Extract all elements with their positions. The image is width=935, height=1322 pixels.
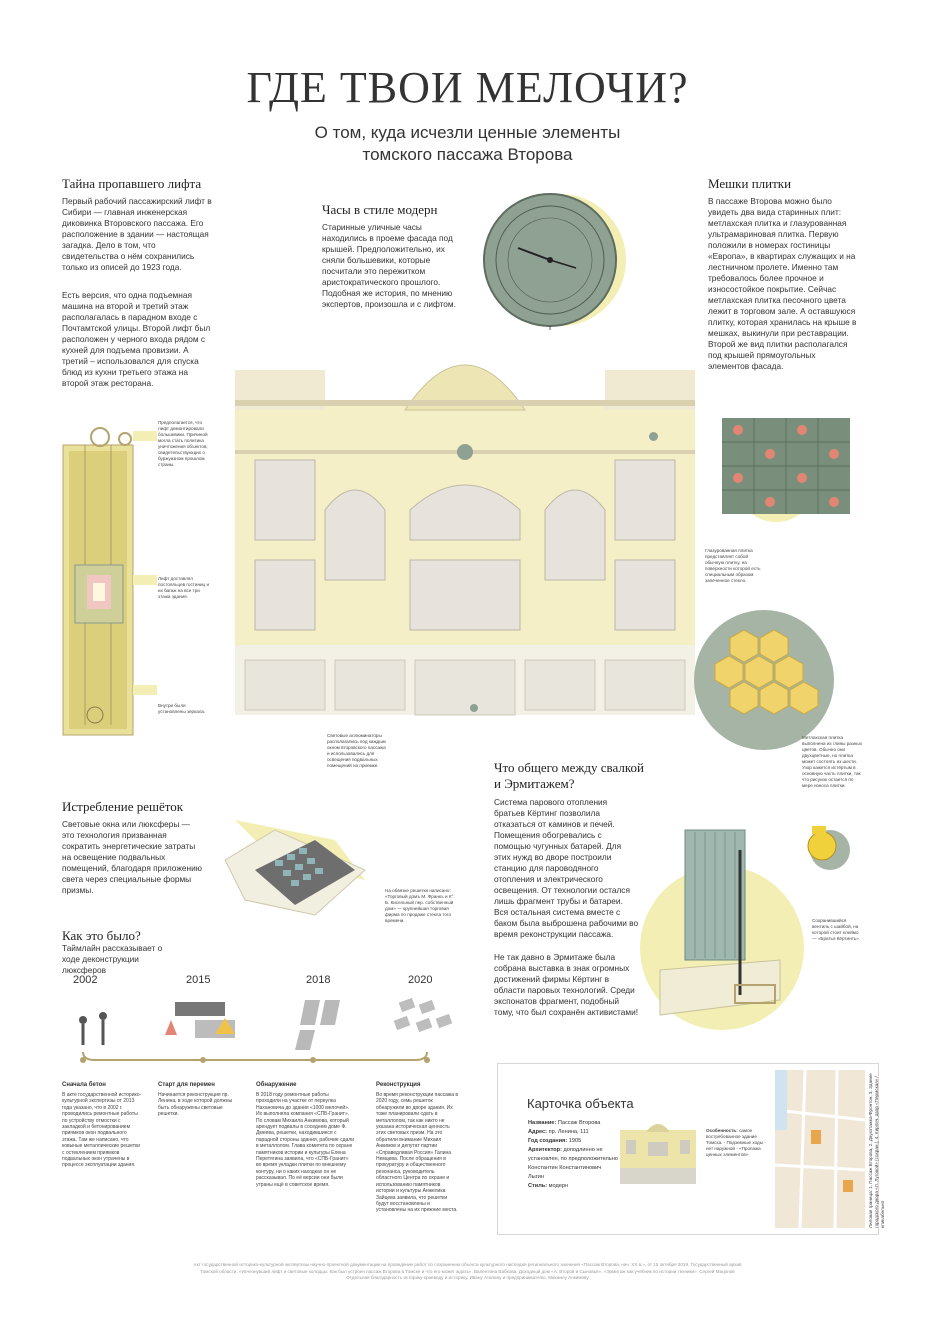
glazed-tile-illustration	[716, 412, 856, 522]
road-sign-label: пр. Ленина	[130, 999, 166, 1006]
year-label: Год создания:	[528, 1138, 568, 1144]
year-2015: 2015	[186, 974, 211, 986]
lights-marker-dot	[470, 704, 478, 712]
timeline-intro: Таймлайн рассказывает о ходе деконструкции люксферов	[62, 943, 163, 975]
lift-paragraph-1: Первый рабочий пассажирский лифт в Сибири — главная инженерская диковинка Второвского пассажа. Его расположение в здании — настоящая загадка. Дело в том, что свидетельства о нём сохранились только из описей до 1923 года.	[62, 196, 212, 272]
hermitage-paragraph-2: Не так давно в Эрмитаже была собрана выставка в знак огромных достижений фирмы Кёртинг в области паровых технологий. Среди экспонатов фрагмент, подобный тому, что был сохранён активистами!	[494, 952, 639, 1017]
metlakh-tile-note: Метлахская плитка выполнена из глины разных цветов. Обычно они двухцветные, но плитка может состоять из шести. Узор кажется истёртым в основную часть плитки, так что рисунок остается по мере износа плитки.	[802, 735, 863, 788]
features-value: самое востребованное здание Томска. - Подземные ходы - нет наружной - «Пропажа ценных элементов»	[706, 1128, 766, 1157]
timeline-heading: Как это было?	[62, 928, 141, 943]
architect-value: доподлинно не установлен, по предположительно Константин Константинович Лыгин	[528, 1147, 618, 1180]
glazed-tile-note: Глазурованная плитка представляет собой обычную плитку, на поверхности которой есть специальным образом запеченное стекло.	[705, 548, 761, 583]
hermitage-paragraph-1: Система парового отопления братьев Кёртинг позволила отказаться от каминов и печей. Помещения обогревались с помощью чугунных батарей. Для этих нужд во дворе построили станцию для пароводяного отопления и электрического освещения. От технологии остался лишь фрагмент трубы и батареи. Вся остальная система вместе с баком была выброшена рабочими во время реконструкции пассажа.	[494, 797, 639, 939]
luxfer-grate-illustration	[215, 800, 385, 935]
timeline-title-2015: Старт для перемен	[158, 1082, 215, 1088]
timeline-text-2015: Начинается реконструкция пр. Ленина, в ходе которой должны быть обнаружены световые решетки.	[158, 1092, 233, 1118]
page-title: ГДЕ ТВОИ МЕЛОЧИ?	[246, 63, 689, 112]
page-subtitle	[230, 122, 705, 166]
hermitage-heading	[494, 760, 654, 792]
object-card-building-thumbnail	[618, 1120, 698, 1185]
lift-note-3: Внутри были установлены зеркала.	[158, 703, 206, 714]
tiles-heading: Мешки плитки	[708, 176, 792, 191]
footer-line-3: Отдельная благодарность историку-краеведу и историку, Ивану Атапину и предпринимателю, Михаилу Анкимову	[346, 1275, 589, 1281]
clock-text: Старинные уличные часы находились в проеме фасада под крышей. Предположительно, их сняли большевики, которые посчитали это пережитком аристократического прошлого. Подобная же история, по мнению экспертов, произошла и с лифтом.	[322, 222, 456, 309]
features-label: Особенность:	[706, 1128, 738, 1133]
footer-sources	[140, 1262, 795, 1282]
year-2018: 2018	[306, 974, 331, 986]
lift-note-1: Предполагается, что лифт демонтировали большевики. Причиной могла стать политика уничтожения объектов, свидетельствующих о буржуазном прошлом страны.	[158, 420, 208, 467]
object-card-title: Карточка объекта	[527, 1096, 634, 1111]
timeline-text-2018: В 2018 году ремонтные работы проходили на участке от переулка Нахановича до здания «1000 мелочей». Их выполняла компания «СПБ-Гранит». По словам Михаила Анкимова, который арендует подвалы в соседнем доме Ф. Дмеева, решетки, находившиеся с парадной стороны здания, рабочие сдали в металлолом. Глава комитета по охране памятников истории и культуры Елена Перетягина заявила, что «СПБ-Гранит» во время укладки плитки по внешнему контуру, ни о каких находках он не рассказывал. По её версии они были утраны ещё в советское время.	[256, 1092, 355, 1188]
architect-label: Архитектор:	[528, 1147, 562, 1153]
hermitage-heading-line-2: и Эрмитажем?	[494, 776, 575, 791]
subtitle-line-1: О том, куда исчезли ценные элементы	[314, 123, 621, 142]
object-card-details	[528, 1119, 618, 1191]
lights-note: Световые аллюминаторы располагались под каждым окном второвского пассажа и использовались для освещения подвальных помещений на приемке.	[327, 733, 386, 768]
location-map	[775, 1070, 865, 1228]
year-2002: 2002	[73, 974, 98, 986]
lift-heading: Тайна пропавшего лифта	[62, 176, 202, 191]
lift-note-2: Лифт доставлял постояльцев гостиниц и их багаж на все три этажа здания.	[158, 576, 210, 599]
map-caption: Лиловая граница: 1. Пассаж Второва, 2. Двухэтажка-Фронтон, 3. Здание городского двора «Л. Луговой» (сохран.), 4. Кирпич. двор «Пермская» / кликабельно	[868, 1073, 885, 1228]
timeline-text-2020: Во время реконструкции пассажа в 2020 году, семь решеток обнаружили во дворе здания. Их тоже планировали сдать в металлолом, так как никто не указана историческая ценность этих световых призм. На это обратили внимание Михаил Анкимов и депутат партии «Справедливая Россия» Галина Немцева. После обращения в прокуратуру и общественного резонанса, руководитель областного Центра по охране и использованию памятников истории и культуры Анжелика Зайцева заявила, что решетки будут восстановлены и установлены на их прежние места.	[376, 1092, 459, 1214]
timeline-title-2018: Обнаружение	[256, 1082, 297, 1088]
grate-note: На обвязке решетки написано: «Торговый домъ М. Франкъ и К°. Б. Кисельный пер. собственный дом» — крупнейшая торговая фирма по продаже стекла того времени.	[385, 888, 455, 923]
facade-illustration	[215, 330, 715, 725]
clock-illustration	[478, 190, 628, 340]
timeline-title-2020: Реконструкция	[376, 1082, 421, 1088]
clock-heading: Часы в стиле модерн	[322, 202, 438, 217]
footer-line-2: Томской области. «Исчезнувший лифт и световые колодцы: Как был устроен пассаж Второва в Томске и что его может ждать». Валентина Бабкова. Доходный дом «А. Второв и Сыновья». «Эрмитаж как учебник по истории техники». Сергей Мацонов	[200, 1268, 735, 1274]
style-value: модерн	[548, 1183, 569, 1189]
bars-text: Световые окна или люксферы — это технология призванная сократить энергетические затраты на освещение подвальных помещений, благодаря приложению света через специальные формы призмы.	[62, 819, 202, 895]
tiles-text: В пассаже Второва можно было увидеть два вида старинных плит: метлахская плитка и глазурованная ультрамариновая плитка. Первую положили в номерах гостиницы «Европа», в квартирах служащих и на лестничном пролете. Именно там требовалось более прочное и износостойкое покрытие. Сейчас метлахская плитка песочного цвета лежит в торговом зале. А оставшуюся плитку, которая хранилась на крыше в мешках, выкинули при реставрации. Второй же вид плитки располагался под крышей прямоугольных элементов фасада.	[708, 196, 857, 371]
address-label: Адрес:	[528, 1129, 548, 1135]
name-value: Пассаж Второва	[557, 1120, 601, 1126]
year-value: 1905	[568, 1138, 582, 1144]
object-card-features	[706, 1128, 768, 1158]
lift-paragraph-2: Есть версия, что одна подъемная машина на второй и третий этаж располагалась в парадном входе с Почтамтской улицы. Второй лифт был расположен у черного входа рядом с кухней для подъема провизии. А третий – использовался для спуска блюд из кухни третьего этажа на второй этаж ресторана.	[62, 290, 211, 388]
name-label: Название:	[528, 1120, 557, 1126]
address-value: пр. Ленина, 111	[548, 1129, 589, 1135]
tile-marker-dot	[649, 432, 658, 441]
metlakh-tile-illustration	[692, 608, 837, 753]
bars-heading: Истребление решёток	[62, 799, 184, 814]
footer-line-1: Акт государственной историко-культурной экспертизы научно-проектной документации на проведение работ по сохранению объекта культурного наследия регионального значения «Пассаж Второва, нач. XX в.», от 15 октября 2019. Государственный архив	[193, 1262, 742, 1267]
year-2020: 2020	[408, 974, 433, 986]
timeline-title-2002: Сначала бетон	[62, 1082, 106, 1088]
valve-note: Сохранившийся вентиль с шайбой, на которой стоит клеймо — «Братья Кёртингъ».	[812, 918, 860, 941]
hermitage-heading-line-1: Что общего между свалкой	[494, 760, 644, 775]
subtitle-line-2: томского пассажа Второва	[362, 145, 573, 164]
timeline-graphic	[55, 990, 475, 1075]
timeline-text-2002: В акте государственной историко-культурной экспертизы от 2013 года указано, что в 2002 г. проводились ремонтные работы по устройству отмостки с закладкой и бетонированием приямков окон подвального этажа. Там же написано, что ковыные металлические решетки с остеклением приямков подвальных окон утрачены в процессе эксплуатации здания.	[62, 1092, 142, 1169]
style-label: Стиль:	[528, 1183, 548, 1189]
